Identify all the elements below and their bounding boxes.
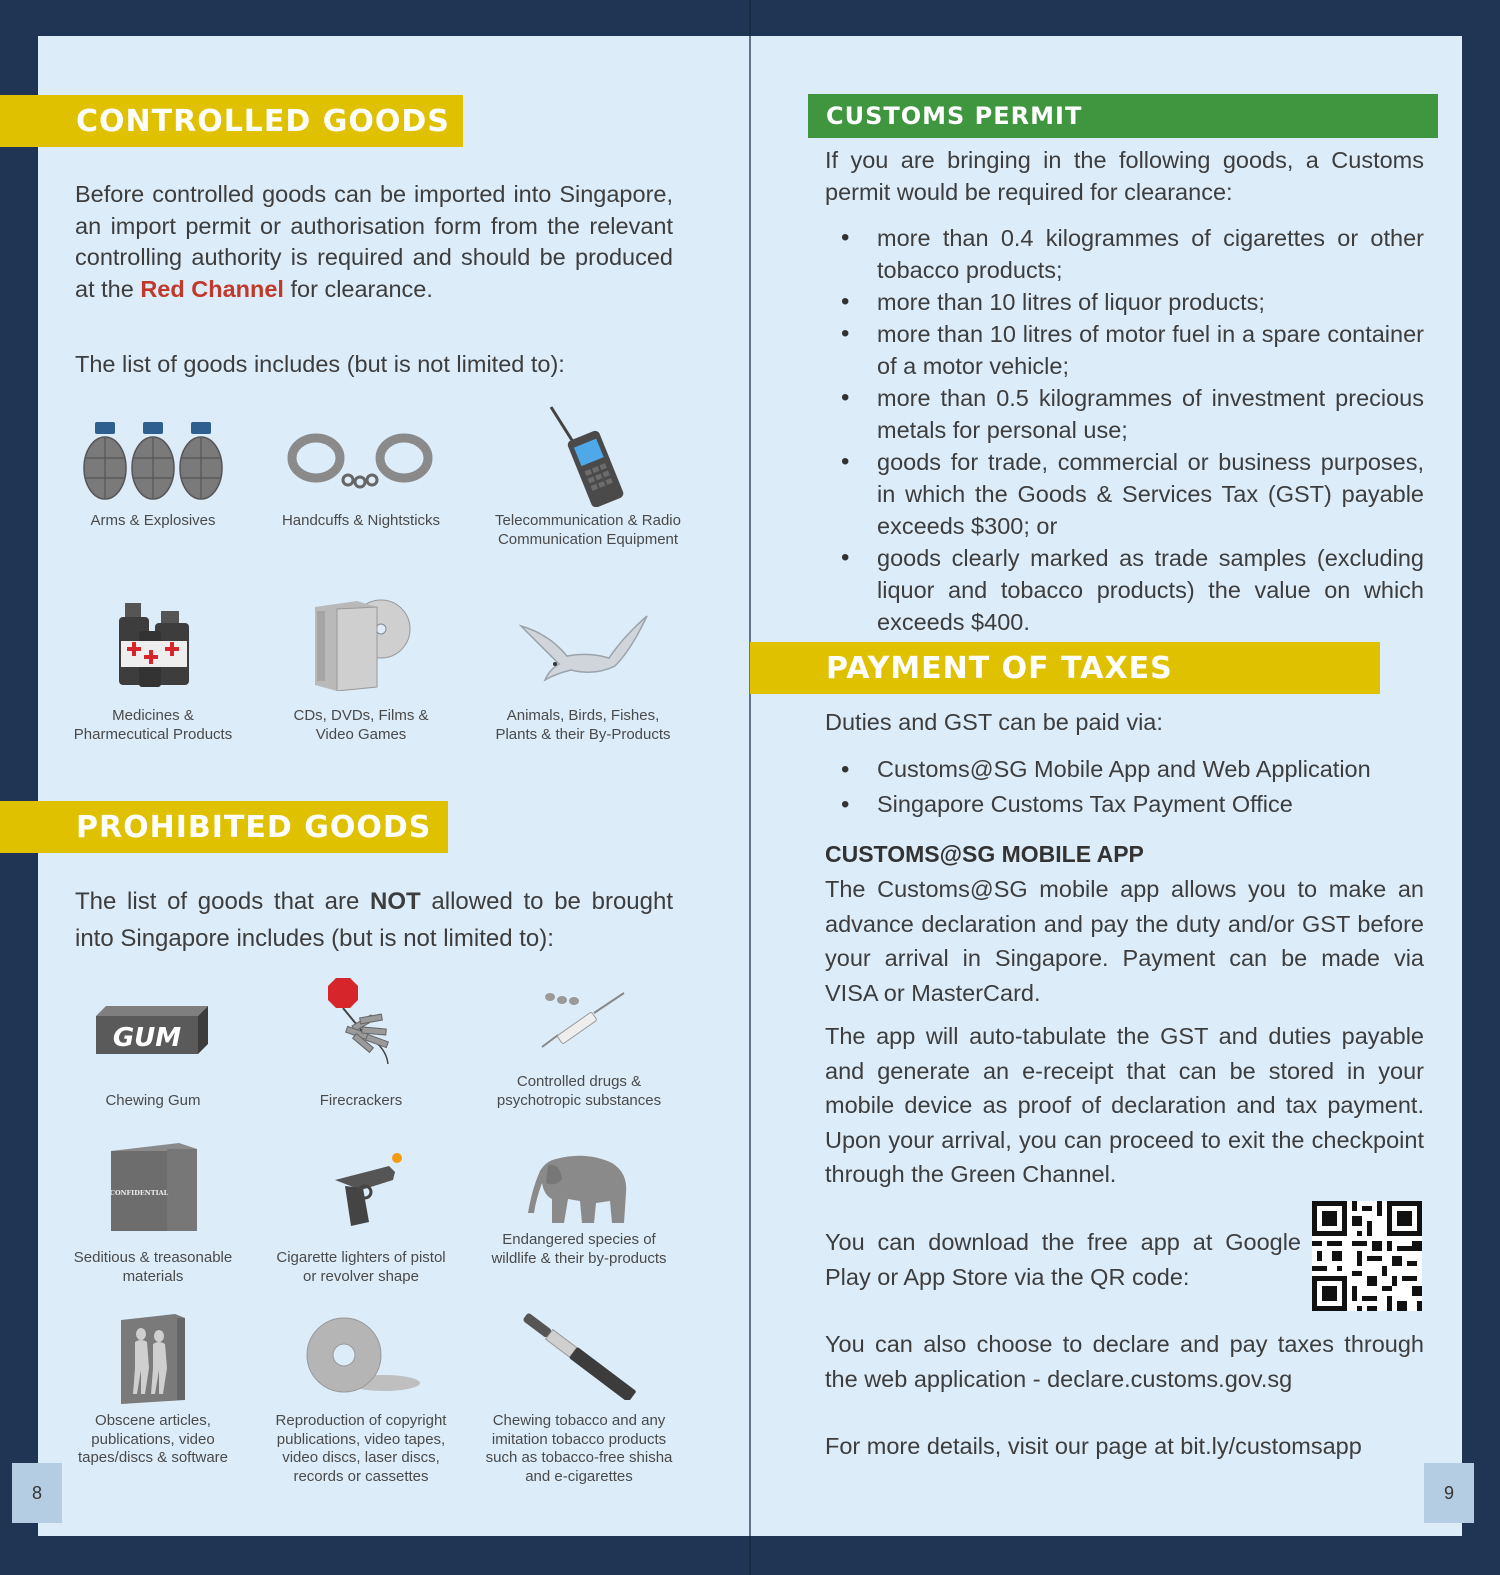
page-number-right: 9 <box>1424 1463 1474 1523</box>
list-item: • more than 0.4 kilogrammes of cigarettes or other tobacco products; <box>825 222 1424 286</box>
page-fold <box>749 0 751 1575</box>
confidential-book-icon <box>109 1139 199 1231</box>
controlled-intro-part1: Before controlled goods can be imported into Singapore, an import permit or authorisation form from the relevant controlling authority is required and should be produced at the <box>75 181 673 302</box>
payment-of-taxes-heading <box>750 642 1380 694</box>
gum-icon-text: GUM <box>112 1023 182 1053</box>
mobile-app-para1: The Customs@SG mobile app allows you to make an advance declaration and pay the duty and/or GST before your arrival in Singapore. Payment can be made via VISA or MasterCard. <box>825 876 1424 1006</box>
prohibited-item-label: Seditious & treasonable materials <box>73 1249 233 1285</box>
mobile-app-subheading: CUSTOMS@SG MOBILE APP <box>825 841 1144 867</box>
controlled-item-label: Arms & Explosives <box>90 512 216 529</box>
confidential-icon-text: CONFIDENTIAL <box>109 1189 169 1197</box>
list-item: • more than 10 litres of liquor products; <box>825 286 1424 318</box>
list-item: • goods clearly marked as trade samples (excluding liquor and tobacco products) the value on which exceeds $400. <box>825 542 1424 638</box>
pistol-icon <box>329 1150 409 1230</box>
controlled-goods-heading-text: CONTROLLED GOODS <box>76 103 450 139</box>
prohibited-intro-part1: The list of goods that are <box>75 888 371 915</box>
list-item: • more than 0.5 kilogrammes of investment precious metals for personal use; <box>825 382 1424 446</box>
controlled-item-label: Medicines & Pharmecutical Products <box>73 707 233 743</box>
controlled-list-intro: The list of goods includes (but is not limited to): <box>75 351 565 377</box>
red-channel-text: Red Channel <box>140 275 284 302</box>
prohibited-item-label: Endangered species of wildlife & their by-products <box>491 1231 667 1267</box>
syringe-icon <box>538 991 628 1051</box>
prohibited-item-label: Reproduction of copyright publications, video tapes, video discs, laser discs, records or cassettes <box>275 1412 447 1485</box>
grenade-icon <box>80 418 226 502</box>
prohibited-item-label: Chewing tobacco and any imitation tobacco products such as tobacco-free shisha and e-cigarettes <box>485 1412 673 1485</box>
ecigarette-icon <box>518 1312 638 1400</box>
list-item: • more than 10 litres of motor fuel in a spare container of a motor vehicle; <box>825 318 1424 382</box>
prohibited-goods-intro <box>75 883 673 957</box>
controlled-goods-intro <box>75 179 673 305</box>
disc-icon <box>302 1317 422 1393</box>
mobile-app-para2: The app will auto-tabulate the GST and duties payable and generate an e-receipt that can be stored in your mobile device as proof of declaration and tax payment. Upon your arrival, you can proceed to exit the checkpoint through the Green Channel. <box>825 1023 1424 1187</box>
prohibited-item-label: Controlled drugs & psychotropic substances <box>496 1073 662 1109</box>
customs-permit-intro: If you are bringing in the following goods, a Customs permit would be required for clearance: <box>825 147 1424 205</box>
customs-permit-list <box>825 222 1424 638</box>
prohibited-item-label: Cigarette lighters of pistol or revolver shape <box>276 1249 446 1285</box>
prohibited-item-label: Chewing Gum <box>105 1092 201 1109</box>
prohibited-goods-heading-text: PROHIBITED GOODS <box>76 809 432 845</box>
controlled-item-label: CDs, DVDs, Films & Video Games <box>293 707 429 743</box>
controlled-item-label: Telecommunication & Radio Communication Equipment <box>495 512 681 548</box>
medicine-icon <box>117 603 191 687</box>
not-emphasis: NOT <box>370 888 421 915</box>
elephant-icon <box>526 1149 630 1225</box>
handcuffs-icon <box>286 428 436 492</box>
bird-icon <box>519 614 649 684</box>
prohibited-goods-heading <box>0 801 448 853</box>
prohibited-item-label: Firecrackers <box>319 1092 403 1109</box>
payment-of-taxes-heading-text: PAYMENT OF TAXES <box>826 650 1173 686</box>
page-number-left: 8 <box>12 1463 62 1523</box>
payment-intro: Duties and GST can be paid via: <box>825 709 1163 735</box>
prohibited-item-label: Obscene articles, publications, video tapes/discs & software <box>77 1412 229 1466</box>
controlled-item-label: Animals, Birds, Fishes, Plants & their By-Products <box>495 707 671 743</box>
controlled-item-label: Handcuffs & Nightsticks <box>281 512 441 529</box>
list-item: • Customs@SG Mobile App and Web Application <box>825 752 1424 787</box>
controlled-intro-part2: for clearance. <box>283 275 433 302</box>
radio-icon <box>545 405 635 507</box>
customs-permit-heading <box>808 94 1438 138</box>
firecracker-icon <box>326 976 396 1066</box>
customs-permit-heading-text: CUSTOMS PERMIT <box>826 102 1083 130</box>
mobile-app-para3: You can download the free app at Google Play or App Store via the QR code: <box>825 1229 1301 1290</box>
disc-case-icon <box>313 599 411 691</box>
list-item: • goods for trade, commercial or business purposes, in which the Goods & Services Tax (GST) payable exceeds $300; or <box>825 446 1424 542</box>
gum-icon <box>96 1004 210 1056</box>
list-item: • Singapore Customs Tax Payment Office <box>825 787 1424 822</box>
controlled-goods-heading <box>0 95 463 147</box>
more-details-para: For more details, visit our page at bit.ly/customsapp <box>825 1433 1362 1459</box>
obscene-cover-icon <box>119 1312 187 1404</box>
payment-methods-list <box>825 752 1424 822</box>
prohibited-intro-part2: allowed to be brought into Singapore includes (but is not limited to): <box>75 888 674 952</box>
app-qr-code[interactable] <box>1312 1201 1422 1311</box>
web-app-para: You can also choose to declare and pay taxes through the web application - declare.customs.gov.sg <box>825 1331 1424 1392</box>
